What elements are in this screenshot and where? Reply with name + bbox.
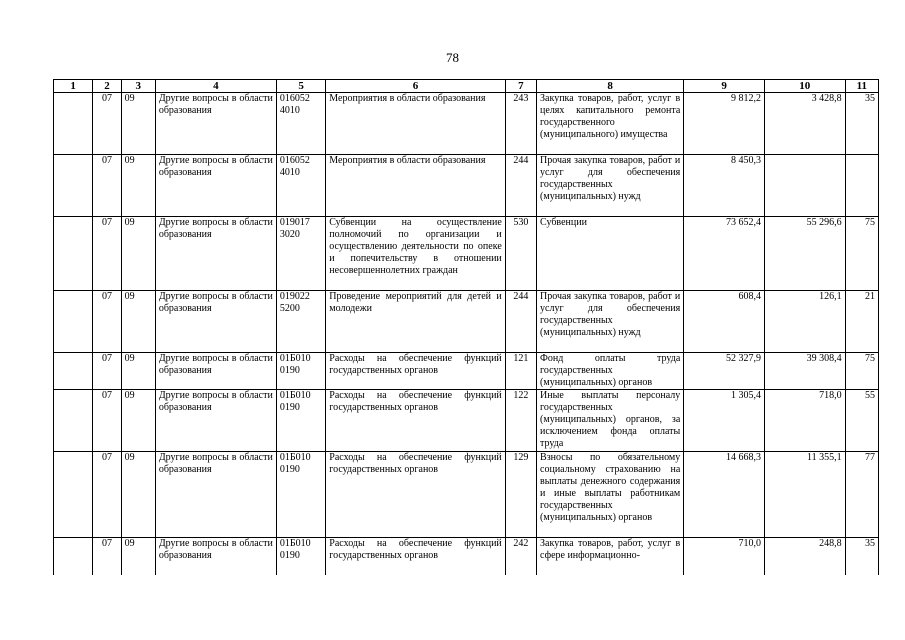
cell-col1 [54,155,93,217]
cell-expense-name: Иные выплаты персоналу государственных (муниципальных) органов, за исключением фонда оплаты труда [537,390,684,452]
cell-section: 07 [93,93,121,155]
cell-actual: 718,0 [764,390,845,452]
cell-section: 07 [93,217,121,291]
cell-section: 07 [93,155,121,217]
cell-subsection: 09 [121,93,155,155]
cell-section-name: Другие вопросы в области образования [155,93,276,155]
cell-actual: 11 355,1 [764,452,845,538]
cell-section: 07 [93,452,121,538]
cell-target-article: 01Б010 0190 [276,538,325,575]
cell-expense-name: Прочая закупка товаров, работ и услуг для обеспечения государственных (муниципальных) нужд [537,291,684,353]
cell-col1 [54,353,93,390]
cell-percent: 55 [845,390,878,452]
column-header-5: 5 [276,80,325,93]
cell-section-name: Другие вопросы в области образования [155,217,276,291]
cell-expense-type: 242 [505,538,536,575]
cell-actual: 126,1 [764,291,845,353]
cell-target-article: 01Б010 0190 [276,390,325,452]
cell-plan: 52 327,9 [684,353,765,390]
cell-actual: 39 308,4 [764,353,845,390]
cell-subsection: 09 [121,452,155,538]
cell-article-name: Мероприятия в области образования [326,93,506,155]
cell-section: 07 [93,353,121,390]
budget-table [53,79,879,575]
cell-percent: 35 [845,538,878,575]
cell-target-article: 01Б010 0190 [276,452,325,538]
cell-section: 07 [93,390,121,452]
cell-actual: 248,8 [764,538,845,575]
cell-section-name: Другие вопросы в области образования [155,538,276,575]
cell-expense-type: 244 [505,291,536,353]
column-header-4: 4 [155,80,276,93]
cell-expense-type: 129 [505,452,536,538]
cell-expense-type: 244 [505,155,536,217]
cell-section: 07 [93,291,121,353]
cell-plan: 1 305,4 [684,390,765,452]
cell-plan: 608,4 [684,291,765,353]
cell-expense-type: 243 [505,93,536,155]
cell-col1 [54,538,93,575]
cell-plan: 8 450,3 [684,155,765,217]
cell-article-name: Расходы на обеспечение функций государственных органов [326,538,506,575]
column-header-11: 11 [845,80,878,93]
cell-section-name: Другие вопросы в области образования [155,452,276,538]
column-header-6: 6 [326,80,506,93]
cell-section-name: Другие вопросы в области образования [155,353,276,390]
cell-section-name: Другие вопросы в области образования [155,291,276,353]
cell-percent: 75 [845,217,878,291]
cell-expense-name: Закупка товаров, работ, услуг в целях капитального ремонта государственного (муниципального) имущества [537,93,684,155]
cell-col1 [54,93,93,155]
cell-expense-name: Закупка товаров, работ, услуг в сфере информационно- [537,538,684,575]
table-row [54,217,879,291]
cell-subsection: 09 [121,217,155,291]
header-row [54,80,879,93]
cell-target-article: 016052 4010 [276,155,325,217]
column-header-3: 3 [121,80,155,93]
cell-expense-type: 121 [505,353,536,390]
cell-col1 [54,217,93,291]
page-number: 78 [446,50,459,65]
cell-plan: 9 812,2 [684,93,765,155]
cell-plan: 710,0 [684,538,765,575]
cell-article-name: Расходы на обеспечение функций государственных органов [326,353,506,390]
cell-col1 [54,452,93,538]
cell-percent: 77 [845,452,878,538]
table-row [54,155,879,217]
cell-expense-type: 122 [505,390,536,452]
column-header-8: 8 [537,80,684,93]
table-row [54,452,879,538]
cell-article-name: Расходы на обеспечение функций государственных органов [326,390,506,452]
cell-expense-type: 530 [505,217,536,291]
cell-col1 [54,390,93,452]
column-header-7: 7 [505,80,536,93]
column-header-2: 2 [93,80,121,93]
cell-article-name: Мероприятия в области образования [326,155,506,217]
cell-target-article: 019022 5200 [276,291,325,353]
cell-percent: 21 [845,291,878,353]
cell-percent: 35 [845,93,878,155]
cell-actual: 3 428,8 [764,93,845,155]
cell-plan: 14 668,3 [684,452,765,538]
cell-subsection: 09 [121,155,155,217]
table-row [54,390,879,452]
column-header-1: 1 [54,80,93,93]
cell-section-name: Другие вопросы в области образования [155,390,276,452]
cell-target-article: 016052 4010 [276,93,325,155]
cell-section-name: Другие вопросы в области образования [155,155,276,217]
column-header-10: 10 [764,80,845,93]
cell-article-name: Проведение мероприятий для детей и молодежи [326,291,506,353]
cell-percent: 75 [845,353,878,390]
table-row [54,93,879,155]
cell-col1 [54,291,93,353]
column-header-9: 9 [684,80,765,93]
cell-article-name: Субвенции на осуществление полномочий по организации и осуществлению деятельности по опеке и попечительству в отношении несовершеннолетних граждан [326,217,506,291]
cell-actual: 55 296,6 [764,217,845,291]
cell-expense-name: Прочая закупка товаров, работ и услуг для обеспечения государственных (муниципальных) нужд [537,155,684,217]
cell-section: 07 [93,538,121,575]
cell-article-name: Расходы на обеспечение функций государственных органов [326,452,506,538]
cell-target-article: 01Б010 0190 [276,353,325,390]
cell-target-article: 019017 3020 [276,217,325,291]
cell-expense-name: Фонд оплаты труда государственных (муниципальных) органов [537,353,684,390]
cell-subsection: 09 [121,353,155,390]
cell-expense-name: Субвенции [537,217,684,291]
cell-expense-name: Взносы по обязательному социальному страхованию на выплаты денежного содержания и иные выплаты работникам государственных (муниципальных) органов [537,452,684,538]
cell-plan: 73 652,4 [684,217,765,291]
cell-subsection: 09 [121,390,155,452]
cell-actual [764,155,845,217]
table-row [54,538,879,575]
cell-subsection: 09 [121,538,155,575]
table-row [54,291,879,353]
table-row [54,353,879,390]
cell-percent [845,155,878,217]
cell-subsection: 09 [121,291,155,353]
